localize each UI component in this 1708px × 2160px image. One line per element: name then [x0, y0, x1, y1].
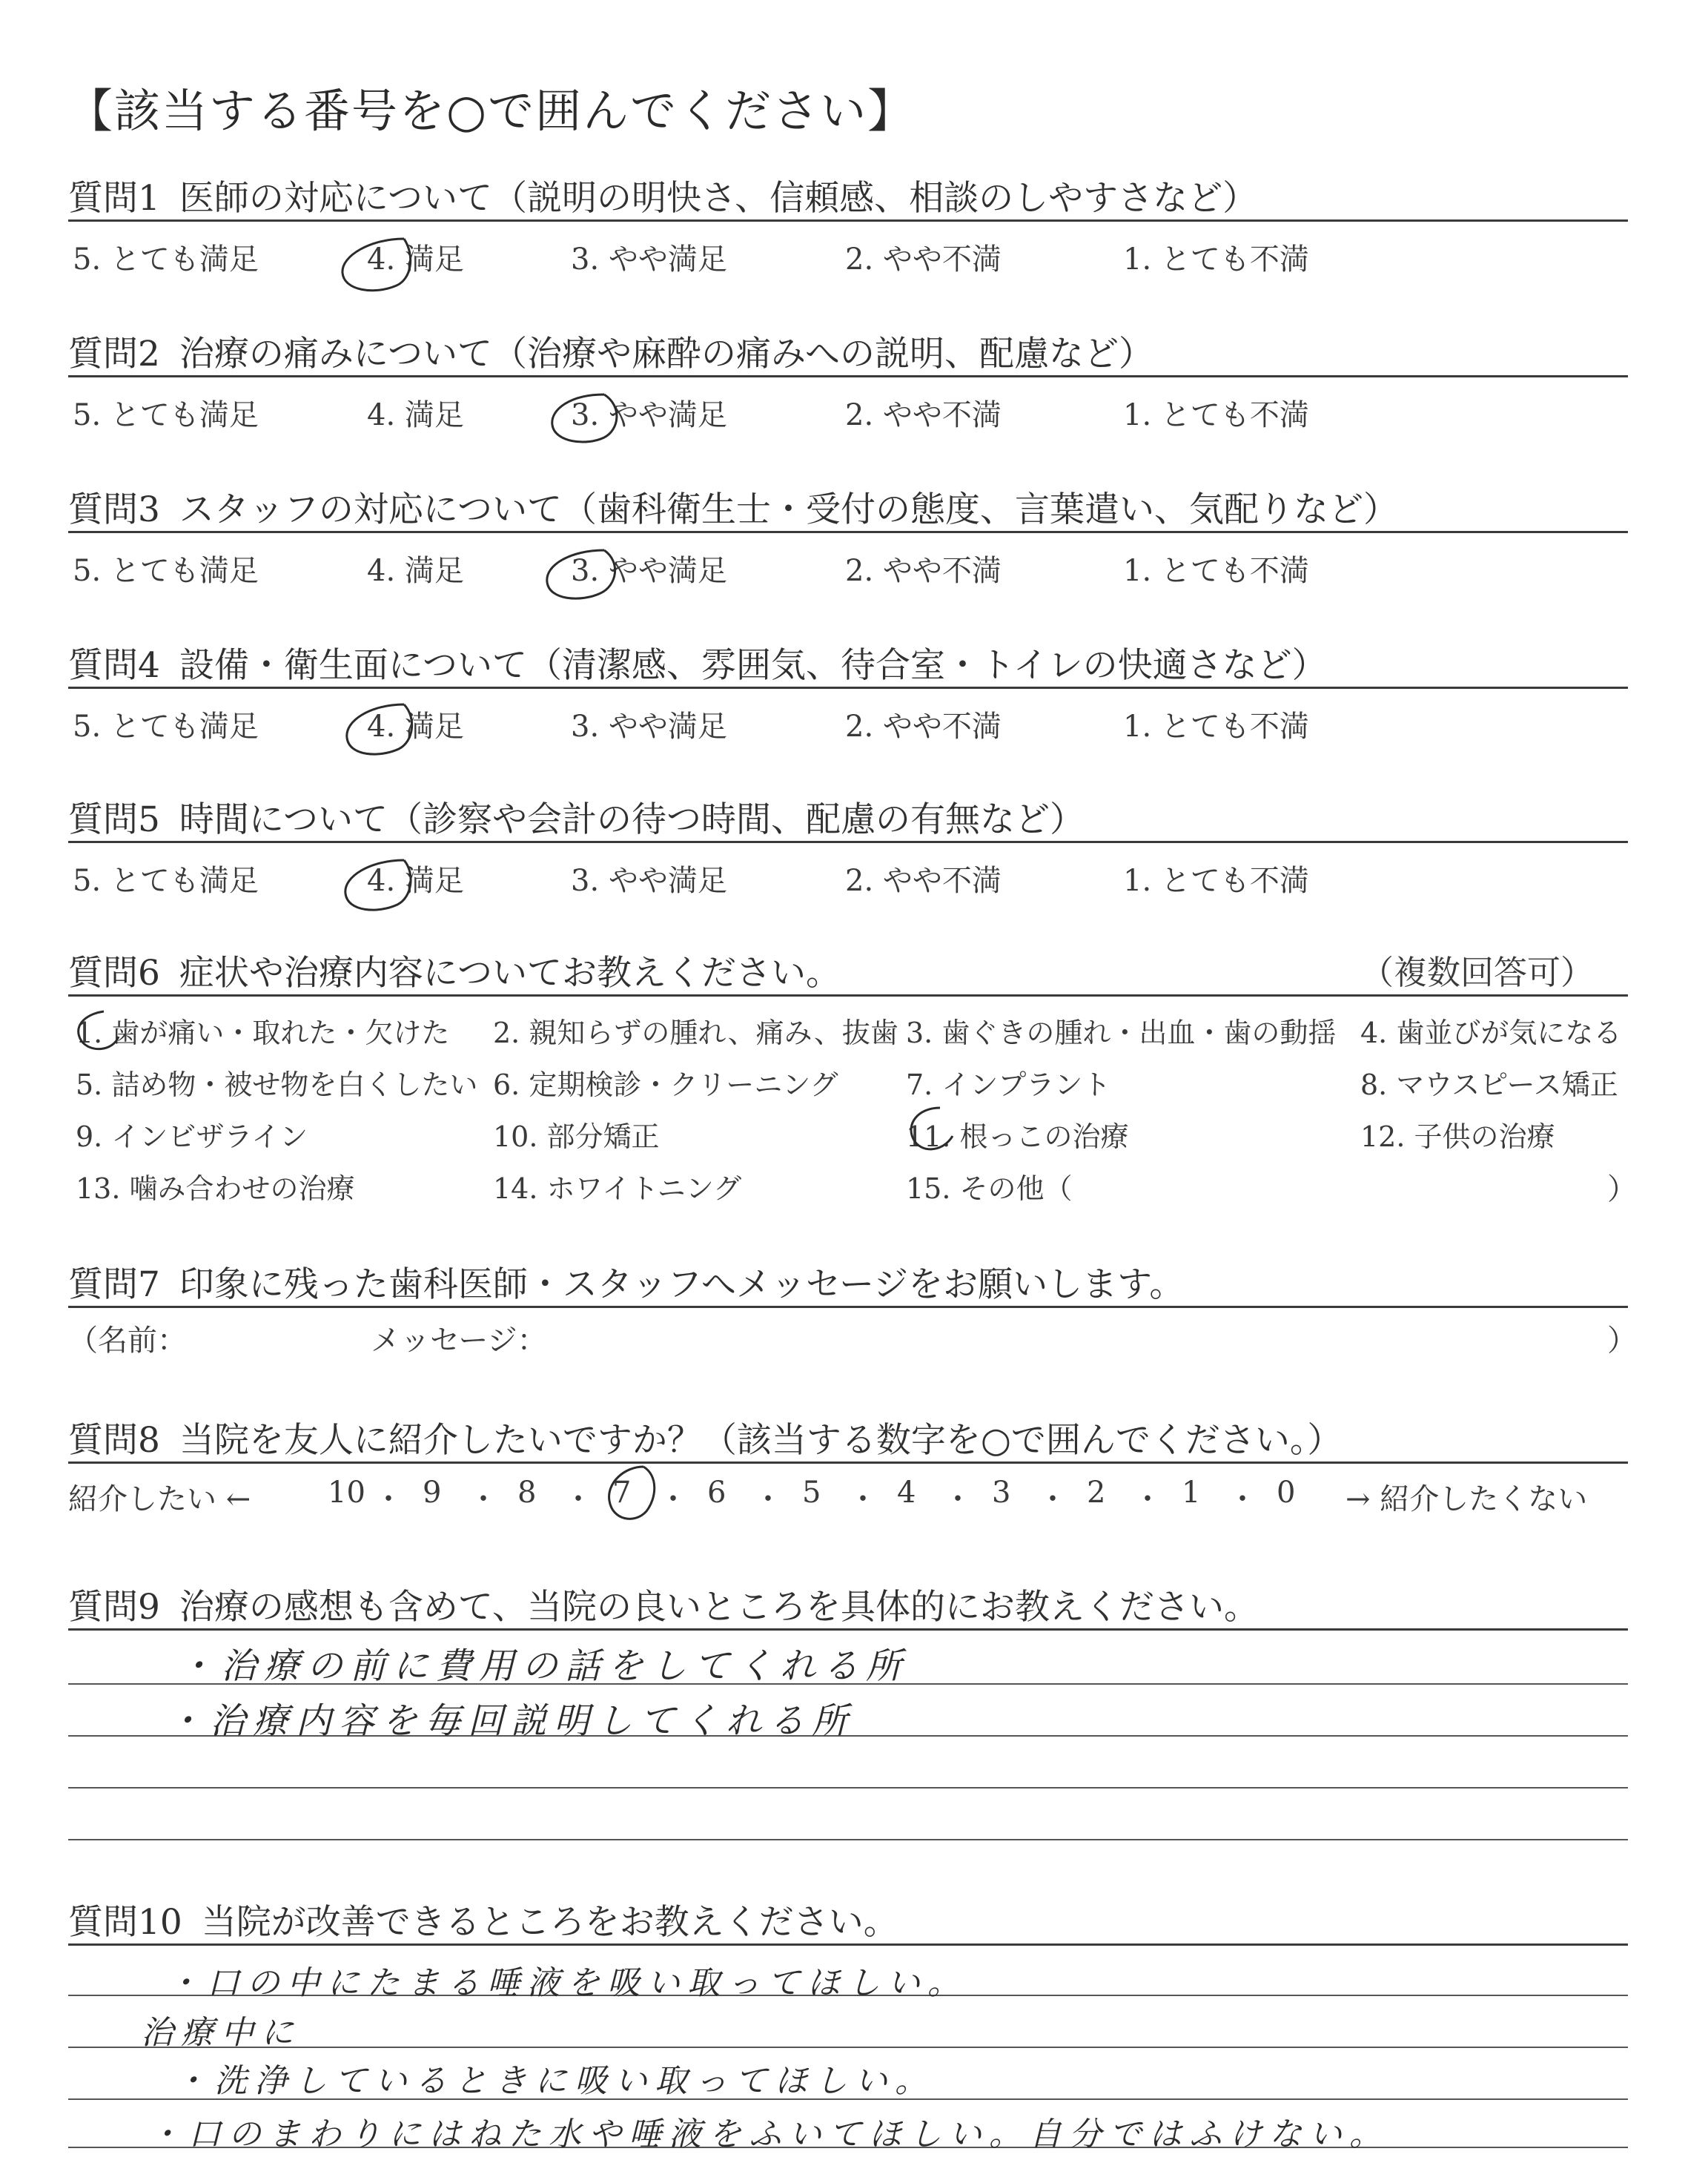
q6-option-14[interactable]: 14. ホワイトニング	[493, 1172, 742, 1205]
q10-answer-1: ・口の中にたまる唾液を吸い取ってほしい。	[167, 1964, 967, 2002]
q8-scale-4[interactable]: 4	[897, 1476, 916, 1510]
q6-option-11[interactable]: 11. 根っこの治療	[906, 1120, 1129, 1153]
q9-text: 治療の感想も含めて、当院の良いところを具体的にお教えください。	[179, 1587, 1259, 1628]
q6-option-8[interactable]: 8. マウスピース矯正	[1360, 1069, 1618, 1101]
q6-option-2[interactable]: 2. 親知らずの腫れ、痛み、抜歯	[493, 1017, 898, 1049]
q6-option-3[interactable]: 3. 歯ぐきの腫れ・出血・歯の動揺	[906, 1017, 1337, 1049]
q6-option-6[interactable]: 6. 定期検診・クリーニング	[493, 1069, 838, 1101]
q4-option-2[interactable]: 2. やや不満	[845, 710, 1002, 744]
q5-option-4[interactable]: 4. 満足	[367, 864, 464, 898]
q3-text: スタッフの対応について（歯科衛生士・受付の態度、言葉遣い、気配りなど）	[179, 489, 1398, 530]
q8-separator: ・	[1133, 1482, 1162, 1516]
q10-rule	[68, 1943, 1628, 1946]
q6-option-12[interactable]: 12. 子供の治療	[1360, 1120, 1555, 1153]
q3-option-2[interactable]: 2. やや不満	[845, 554, 1002, 588]
q7-close-paren: ）	[1607, 1324, 1637, 1358]
q8-scale-9[interactable]: 9	[423, 1476, 442, 1510]
q4-option-1[interactable]: 1. とても不満	[1123, 710, 1309, 744]
q2-option-4[interactable]: 4. 満足	[367, 398, 464, 432]
q2-option-1[interactable]: 1. とても不満	[1123, 398, 1309, 432]
q4-heading	[68, 638, 1327, 687]
q8-scale-3[interactable]: 3	[992, 1476, 1011, 1510]
q2-number: 質問2	[68, 334, 160, 374]
q8-heading	[68, 1413, 1342, 1462]
q8-separator: ・	[469, 1482, 498, 1516]
q8-scale-8[interactable]: 8	[517, 1476, 537, 1510]
q8-left-label: 紹介したい ←	[68, 1482, 251, 1516]
q1-number: 質問1	[68, 178, 160, 219]
q8-separator: ・	[848, 1482, 878, 1516]
q10-answer-2: 治療中に	[141, 2014, 301, 2052]
q3-option-5[interactable]: 5. とても満足	[73, 554, 259, 588]
q7-text: 印象に残った歯科医師・スタッフへメッセージをお願いします。	[179, 1264, 1185, 1305]
q9-heading	[68, 1579, 1259, 1629]
q2-option-3[interactable]: 3. やや満足	[571, 398, 727, 432]
q7-name-label: （名前：	[68, 1324, 187, 1358]
q10-text: 当院が改善できるところをお教えください。	[201, 1902, 898, 1943]
q3-option-4[interactable]: 4. 満足	[367, 554, 464, 588]
q1-option-4[interactable]: 4. 満足	[367, 242, 464, 277]
q7-message-label: メッセージ：	[371, 1324, 547, 1358]
q8-separator: ・	[563, 1482, 593, 1516]
q9-answer-2: ・治療内容を毎回説明してくれる所	[167, 1700, 855, 1742]
q4-option-5[interactable]: 5. とても満足	[73, 710, 259, 744]
q2-rule	[68, 375, 1628, 377]
q5-heading	[68, 792, 1085, 842]
q6-heading	[68, 945, 841, 995]
q9-rule	[68, 1628, 1628, 1631]
q10-answer-3: ・洗浄しているときに吸い取ってほしい。	[174, 2062, 935, 2100]
q8-separator: ・	[658, 1482, 688, 1516]
q8-separator: ・	[943, 1482, 973, 1516]
q1-rule	[68, 219, 1628, 222]
q1-option-1[interactable]: 1. とても不満	[1123, 242, 1309, 277]
q6-number: 質問6	[68, 953, 160, 994]
q6-rule	[68, 994, 1628, 997]
q4-option-4[interactable]: 4. 満足	[367, 710, 464, 744]
q6-note: （複数回答可）	[1360, 953, 1595, 992]
q6-text: 症状や治療内容についてお教えください。	[179, 953, 841, 994]
q8-scale-1[interactable]: 1	[1182, 1476, 1201, 1510]
q3-number: 質問3	[68, 489, 160, 530]
q8-scale-10[interactable]: 10	[328, 1476, 365, 1510]
q1-option-2[interactable]: 2. やや不満	[845, 242, 1002, 277]
q10-heading	[68, 1895, 898, 1944]
q8-text: 当院を友人に紹介したいですか？（該当する数字を○で囲んでください。）	[179, 1420, 1343, 1461]
q2-option-2[interactable]: 2. やや不満	[845, 398, 1002, 432]
q10-answer-4: ・口のまわりにはねた水や唾液をふいてほしい。自分ではふけない。	[148, 2116, 1389, 2153]
q5-number: 質問5	[68, 799, 160, 840]
q9-number: 質問9	[68, 1587, 160, 1628]
q6-option-15[interactable]: 15. その他（	[906, 1172, 1073, 1205]
q5-option-2[interactable]: 2. やや不満	[845, 864, 1002, 898]
page-title: 【該当する番号を○で囲んでください】	[67, 84, 916, 138]
q6-option-9[interactable]: 9. インビザライン	[76, 1120, 308, 1153]
q10-number: 質問10	[68, 1902, 182, 1943]
q9-answer-1: ・治療の前に費用の話をしてくれる所	[178, 1645, 910, 1687]
q8-separator: ・	[753, 1482, 783, 1516]
q8-number: 質問8	[68, 1420, 160, 1461]
q8-separator: ・	[374, 1482, 403, 1516]
q2-option-5[interactable]: 5. とても満足	[73, 398, 259, 432]
q5-rule	[68, 841, 1628, 843]
q9-writing-line-4	[68, 1839, 1628, 1840]
q8-scale-2[interactable]: 2	[1087, 1476, 1106, 1510]
q5-option-5[interactable]: 5. とても満足	[73, 864, 259, 898]
q8-scale-6[interactable]: 6	[707, 1476, 726, 1510]
q4-rule	[68, 687, 1628, 689]
q9-writing-line-3	[68, 1787, 1628, 1789]
q8-scale-0[interactable]: 0	[1277, 1476, 1296, 1510]
q6-option-4[interactable]: 4. 歯並びが気になる	[1360, 1017, 1622, 1049]
q1-option-3[interactable]: 3. やや満足	[571, 242, 727, 277]
q3-rule	[68, 531, 1628, 533]
q4-text: 設備・衛生面について（清潔感、雰囲気、待合室・トイレの快適さなど）	[179, 645, 1327, 686]
q3-option-3[interactable]: 3. やや満足	[571, 554, 727, 588]
q6-option-7[interactable]: 7. インプラント	[906, 1069, 1111, 1101]
q5-text: 時間について（診察や会計の待つ時間、配慮の有無など）	[179, 799, 1085, 840]
q8-separator: ・	[1228, 1482, 1257, 1516]
q8-scale-5[interactable]: 5	[802, 1476, 821, 1510]
q4-number: 質問4	[68, 645, 160, 686]
q6-option-13[interactable]: 13. 噛み合わせの治療	[76, 1172, 355, 1205]
q2-text: 治療の痛みについて（治療や麻酔の痛みへの説明、配慮など）	[179, 334, 1154, 374]
q4-option-3[interactable]: 3. やや満足	[571, 710, 727, 744]
q5-option-1[interactable]: 1. とても不満	[1123, 864, 1309, 898]
q6-option-5[interactable]: 5. 詰め物・被せ物を白くしたい	[76, 1069, 478, 1101]
q6-option-1[interactable]: 1. 歯が痛い・取れた・欠けた	[76, 1017, 450, 1049]
q8-right-label: → 紹介したくない	[1345, 1482, 1588, 1516]
q2-heading	[68, 326, 1153, 376]
q3-heading	[68, 482, 1398, 532]
q5-option-3[interactable]: 3. やや満足	[571, 864, 727, 898]
q8-separator: ・	[1038, 1482, 1068, 1516]
q10-writing-line-2	[68, 2047, 1628, 2048]
q1-heading	[68, 171, 1257, 220]
q3-option-1[interactable]: 1. とても不満	[1123, 554, 1309, 588]
q7-rule	[68, 1306, 1628, 1308]
q8-scale-7[interactable]: 7	[612, 1476, 632, 1510]
q6-option-10[interactable]: 10. 部分矯正	[493, 1120, 660, 1153]
q1-text: 医師の対応について（説明の明快さ、信頼感、相談のしやすさなど）	[179, 178, 1258, 219]
q7-number: 質問7	[68, 1264, 160, 1305]
q8-rule	[68, 1462, 1628, 1464]
q1-option-5[interactable]: 5. とても満足	[73, 242, 259, 277]
q6-close-paren: ）	[1607, 1172, 1637, 1206]
q7-heading	[68, 1257, 1184, 1307]
